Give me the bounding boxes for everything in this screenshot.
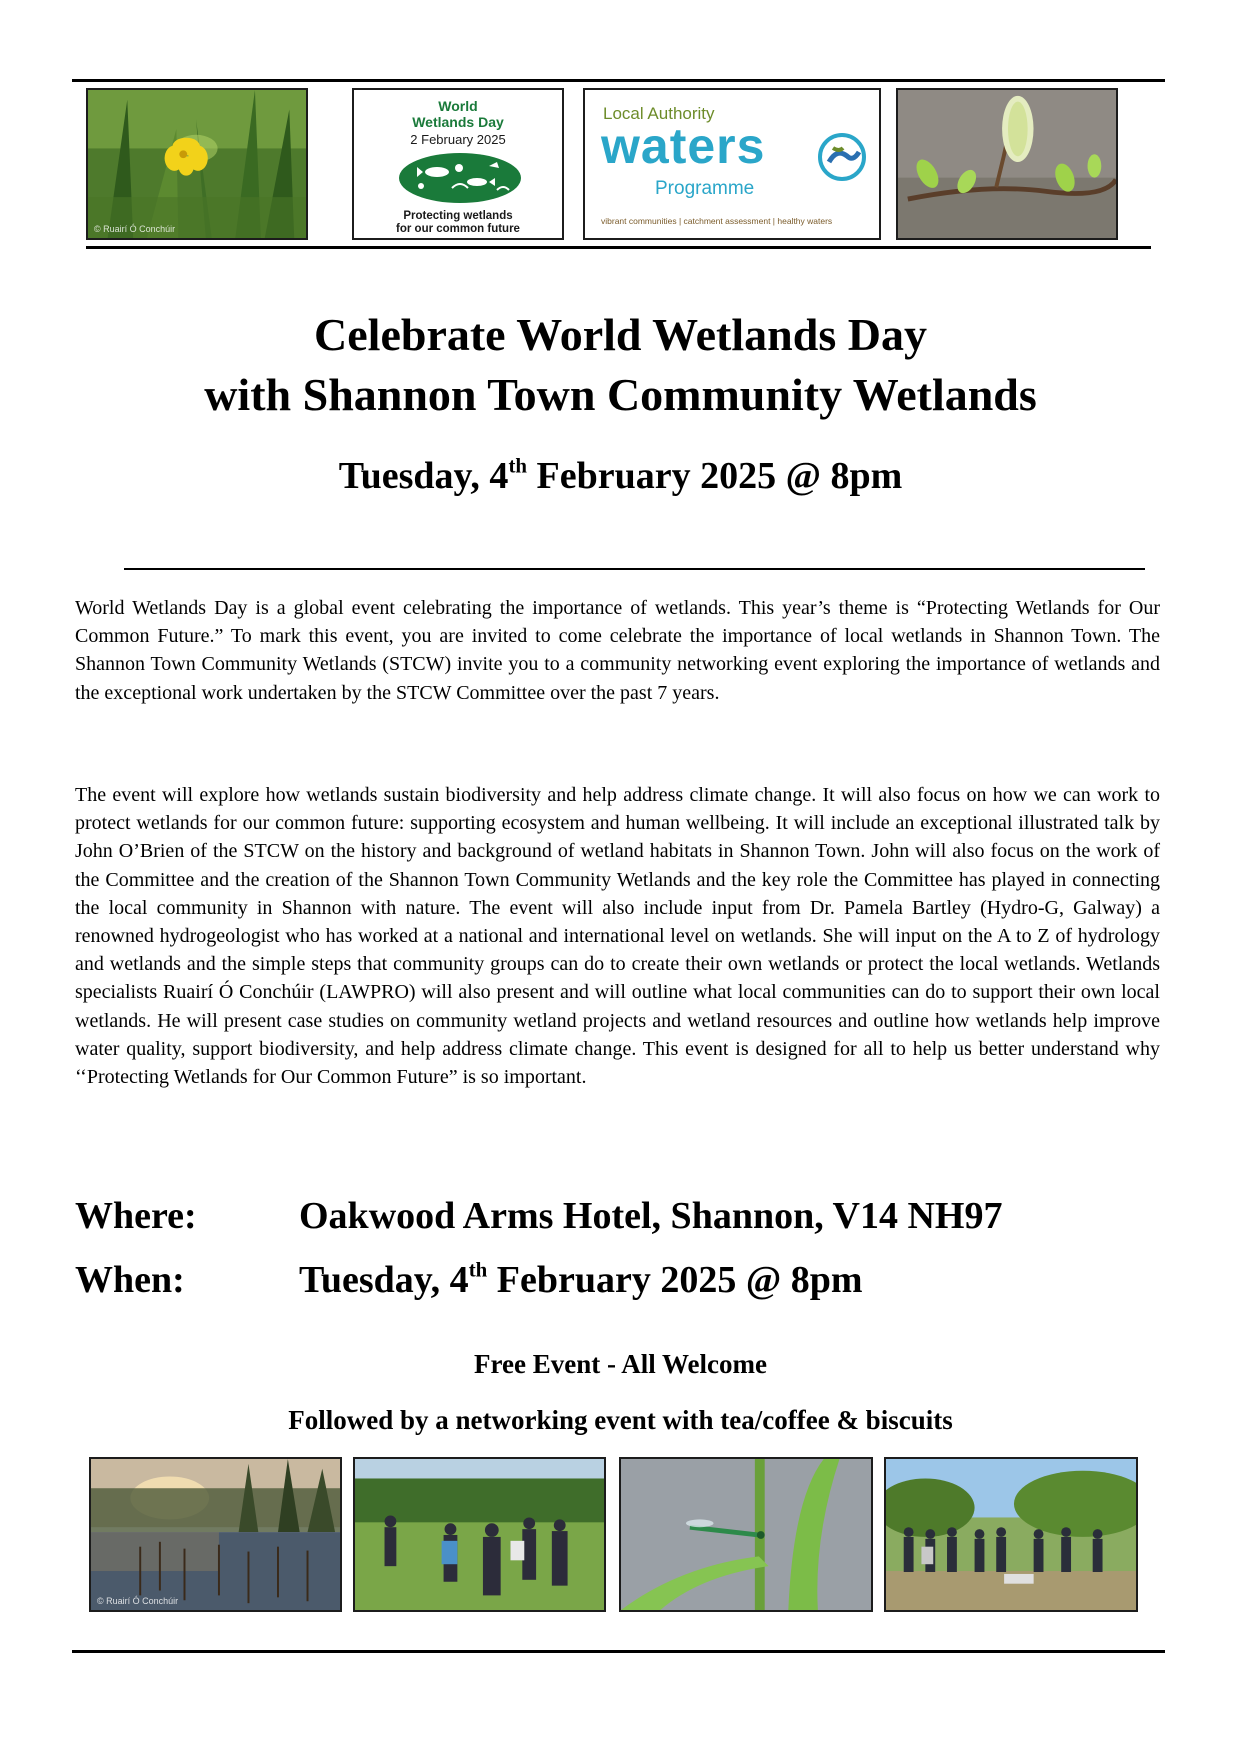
wwd-logo-line1: World xyxy=(438,98,478,114)
intro-paragraph: World Wetlands Day is a global event celebrating the importance of wetlands. This year’s theme is “Protecting Wetlands for Our Common Future.” To mark this event, you are invited to come celebrate the importance of local wetlands in Shannon Town. The Shannon Town Community Wetlands (STCW) invite you to a community networking event exploring the importance of wetlands and the exceptional work undertaken by the STCW Committee over the past 7 years. xyxy=(75,597,1160,704)
willow-catkin-photo xyxy=(896,88,1118,240)
lawpro-programme-text: Programme xyxy=(655,178,755,199)
where-label: Where: xyxy=(75,1195,197,1237)
when-value xyxy=(299,1258,862,1302)
event-date-heading xyxy=(0,454,1241,498)
top-rule xyxy=(72,79,1165,82)
when-suffix: February 2025 @ 8pm xyxy=(487,1259,863,1301)
lawpro-waters-text: waters xyxy=(601,118,766,174)
damselfly-photo xyxy=(619,1457,873,1612)
lawpro-local-authority-text: Local Authority xyxy=(603,104,715,123)
date-prefix: Tuesday, 4 xyxy=(338,455,509,497)
free-event-text: Free Event - All Welcome xyxy=(474,1349,767,1379)
lawpro-logo xyxy=(583,88,881,240)
world-wetlands-day-logo xyxy=(352,88,564,240)
header-bottom-rule xyxy=(86,246,1151,249)
wwd-logo-line2: Wetlands Day xyxy=(412,114,504,130)
guided-walk-photo xyxy=(353,1457,606,1612)
date-suffix: February 2025 @ 8pm xyxy=(527,455,903,497)
when-ordinal: th xyxy=(468,1257,488,1282)
wetland-creatures-emblem-icon xyxy=(397,152,523,204)
event-description-paragraph: The event will explore how wetlands sustain biodiversity and help address climate change. It will also focus on how we can work to protect wetlands for our common future: supporting ecosystem and human wellbeing. It will include an exceptional illustrated talk by John O’Brien of the STCW on the history and background of wetland habitats in Shannon Town. John will also focus on the work of the Committee and the creation of the Shannon Town Community Wetlands and the key role the Committee has played in connecting the local community in Shannon with nature. The event will also include input from Dr. Pamela Bartley (Hydro-G, Galway) a renowned hydrogeologist who has worked at a national and international level on wetlands. She will input on the A to Z of hydrology and wetlands and the simple steps that community groups can do to create their own wetlands or protect the local wetlands. Wetlands specialists Ruairí Ó Conchúir (LAWPRO) will also present and will outline what local communities can do to support their own local wetlands. He will present case studies on community wetland projects and wetland resources and outline how wetlands help improve water quality, support biodiversity, and help address climate change. This event is designed for all to help us better understand why ‘‘Protecting Wetlands for Our Common Future” is so important. xyxy=(75,784,1160,1089)
title-separator-line xyxy=(124,568,1145,570)
photo-credit: © Ruairí Ó Conchúir xyxy=(94,224,176,234)
event-title-line2: with Shannon Town Community Wetlands xyxy=(204,369,1037,420)
wwd-logo-footer-line1: Protecting wetlands xyxy=(403,210,513,222)
when-label: When: xyxy=(75,1259,185,1301)
wetland-pond-photo xyxy=(89,1457,342,1612)
date-ordinal: th xyxy=(508,453,528,478)
photo-credit: © Ruairí Ó Conchúir xyxy=(97,1596,179,1606)
volunteer-group-photo xyxy=(884,1457,1138,1612)
lawpro-tagline: vibrant communities | catchment assessment | healthy waters xyxy=(601,216,833,226)
networking-followup-text: Followed by a networking event with tea/coffee & biscuits xyxy=(288,1405,953,1435)
wwd-logo-footer-line2: for our common future xyxy=(396,223,520,235)
wwd-logo-date: 2 February 2025 xyxy=(410,132,506,147)
yellow-iris-photo xyxy=(86,88,308,240)
when-prefix: Tuesday, 4 xyxy=(299,1259,469,1301)
bottom-rule xyxy=(72,1650,1165,1653)
where-value: Oakwood Arms Hotel, Shannon, V14 NH97 xyxy=(299,1195,1003,1237)
water-globe-icon xyxy=(817,132,867,182)
event-title-line1: Celebrate World Wetlands Day xyxy=(314,309,927,360)
